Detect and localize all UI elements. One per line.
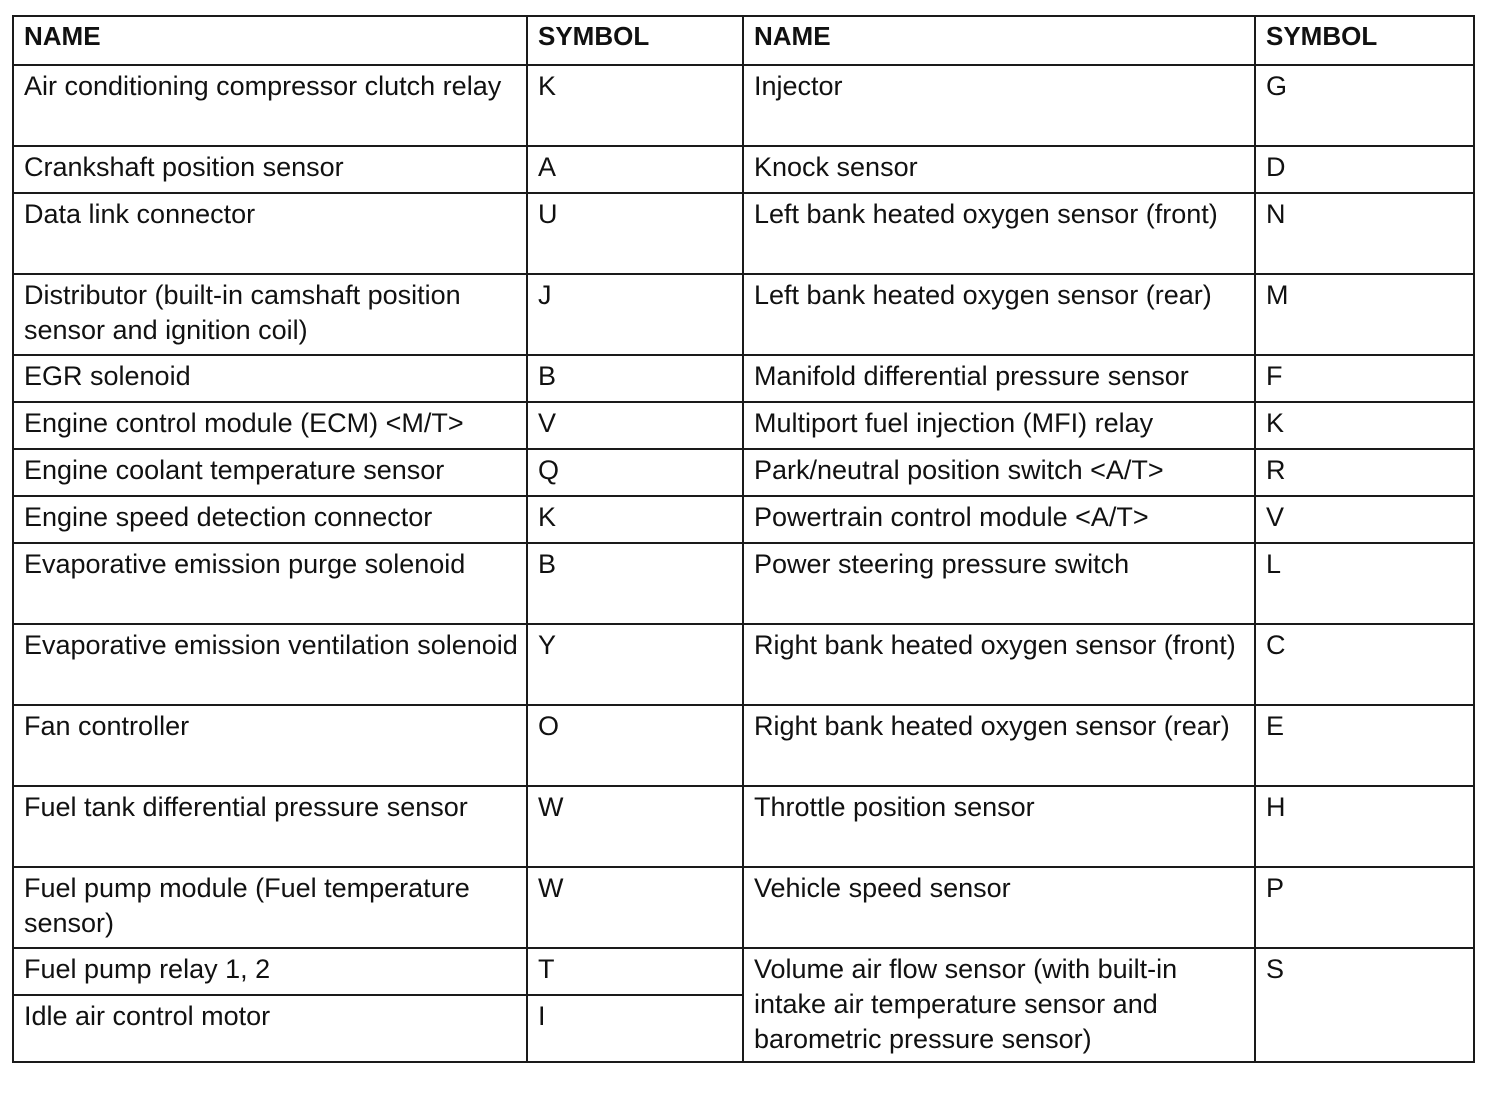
symbol-cell: J	[527, 274, 743, 355]
symbol-cell: U	[527, 193, 743, 274]
name-cell: Manifold differential pressure sensor	[743, 355, 1255, 402]
name-cell: Vehicle speed sensor	[743, 867, 1255, 948]
symbol-cell: Q	[527, 449, 743, 496]
name-cell: Fuel tank differential pressure sensor	[13, 786, 527, 867]
symbol-cell: F	[1255, 355, 1474, 402]
table-row	[13, 193, 1474, 274]
name-cell: Knock sensor	[743, 146, 1255, 193]
name-cell: Engine coolant temperature sensor	[13, 449, 527, 496]
component-symbol-table	[12, 15, 1475, 1063]
table-row	[13, 65, 1474, 146]
table-row	[13, 496, 1474, 543]
header-name-right: NAME	[743, 16, 1255, 65]
symbol-cell: O	[527, 705, 743, 786]
name-cell: Multiport fuel injection (MFI) relay	[743, 402, 1255, 449]
symbol-cell: T	[527, 948, 743, 995]
name-cell: Data link connector	[13, 193, 527, 274]
name-cell: Fuel pump relay 1, 2	[13, 948, 527, 995]
symbol-cell: N	[1255, 193, 1474, 274]
symbol-cell: K	[527, 65, 743, 146]
symbol-cell: A	[527, 146, 743, 193]
header-name-left: NAME	[13, 16, 527, 65]
name-cell: Evaporative emission ventilation solenoid	[13, 624, 527, 705]
symbol-cell: V	[527, 402, 743, 449]
name-cell: Throttle position sensor	[743, 786, 1255, 867]
name-cell: Fan controller	[13, 705, 527, 786]
name-cell: Engine speed detection connector	[13, 496, 527, 543]
table-row	[13, 867, 1474, 948]
symbol-cell: M	[1255, 274, 1474, 355]
symbol-cell: K	[1255, 402, 1474, 449]
symbol-cell: B	[527, 543, 743, 624]
header-row	[13, 16, 1474, 65]
table-row	[13, 705, 1474, 786]
name-cell: Idle air control motor	[13, 995, 527, 1062]
header-symbol-right: SYMBOL	[1255, 16, 1474, 65]
symbol-cell: W	[527, 867, 743, 948]
symbol-cell: E	[1255, 705, 1474, 786]
symbol-cell: L	[1255, 543, 1474, 624]
name-cell: Left bank heated oxygen sensor (rear)	[743, 274, 1255, 355]
symbol-cell: G	[1255, 65, 1474, 146]
name-cell: Park/neutral position switch <A/T>	[743, 449, 1255, 496]
name-cell: Volume air flow sensor (with built-in intake air temperature sensor and barometric pressure sensor)	[743, 948, 1255, 1062]
symbol-cell: I	[527, 995, 743, 1062]
name-cell: Crankshaft position sensor	[13, 146, 527, 193]
table-row	[13, 355, 1474, 402]
name-cell: Left bank heated oxygen sensor (front)	[743, 193, 1255, 274]
symbol-cell: K	[527, 496, 743, 543]
symbol-cell: P	[1255, 867, 1474, 948]
name-cell: Distributor (built-in camshaft position sensor and ignition coil)	[13, 274, 527, 355]
symbol-cell: Y	[527, 624, 743, 705]
symbol-cell: W	[527, 786, 743, 867]
table-row	[13, 786, 1474, 867]
table-row	[13, 402, 1474, 449]
name-cell: EGR solenoid	[13, 355, 527, 402]
table-row	[13, 624, 1474, 705]
name-cell: Injector	[743, 65, 1255, 146]
name-cell: Powertrain control module <A/T>	[743, 496, 1255, 543]
header-symbol-left: SYMBOL	[527, 16, 743, 65]
name-cell: Power steering pressure switch	[743, 543, 1255, 624]
table-row	[13, 948, 1474, 995]
name-cell: Right bank heated oxygen sensor (rear)	[743, 705, 1255, 786]
table-row	[13, 543, 1474, 624]
table-row	[13, 146, 1474, 193]
symbol-cell: S	[1255, 948, 1474, 1062]
symbol-cell: H	[1255, 786, 1474, 867]
symbol-cell: D	[1255, 146, 1474, 193]
table-row	[13, 449, 1474, 496]
symbol-cell: C	[1255, 624, 1474, 705]
name-cell: Fuel pump module (Fuel temperature sensor)	[13, 867, 527, 948]
symbol-cell: B	[527, 355, 743, 402]
name-cell: Evaporative emission purge solenoid	[13, 543, 527, 624]
name-cell: Engine control module (ECM) <M/T>	[13, 402, 527, 449]
name-cell: Air conditioning compressor clutch relay	[13, 65, 527, 146]
name-cell: Right bank heated oxygen sensor (front)	[743, 624, 1255, 705]
table-row	[13, 274, 1474, 355]
symbol-cell: V	[1255, 496, 1474, 543]
symbol-cell: R	[1255, 449, 1474, 496]
